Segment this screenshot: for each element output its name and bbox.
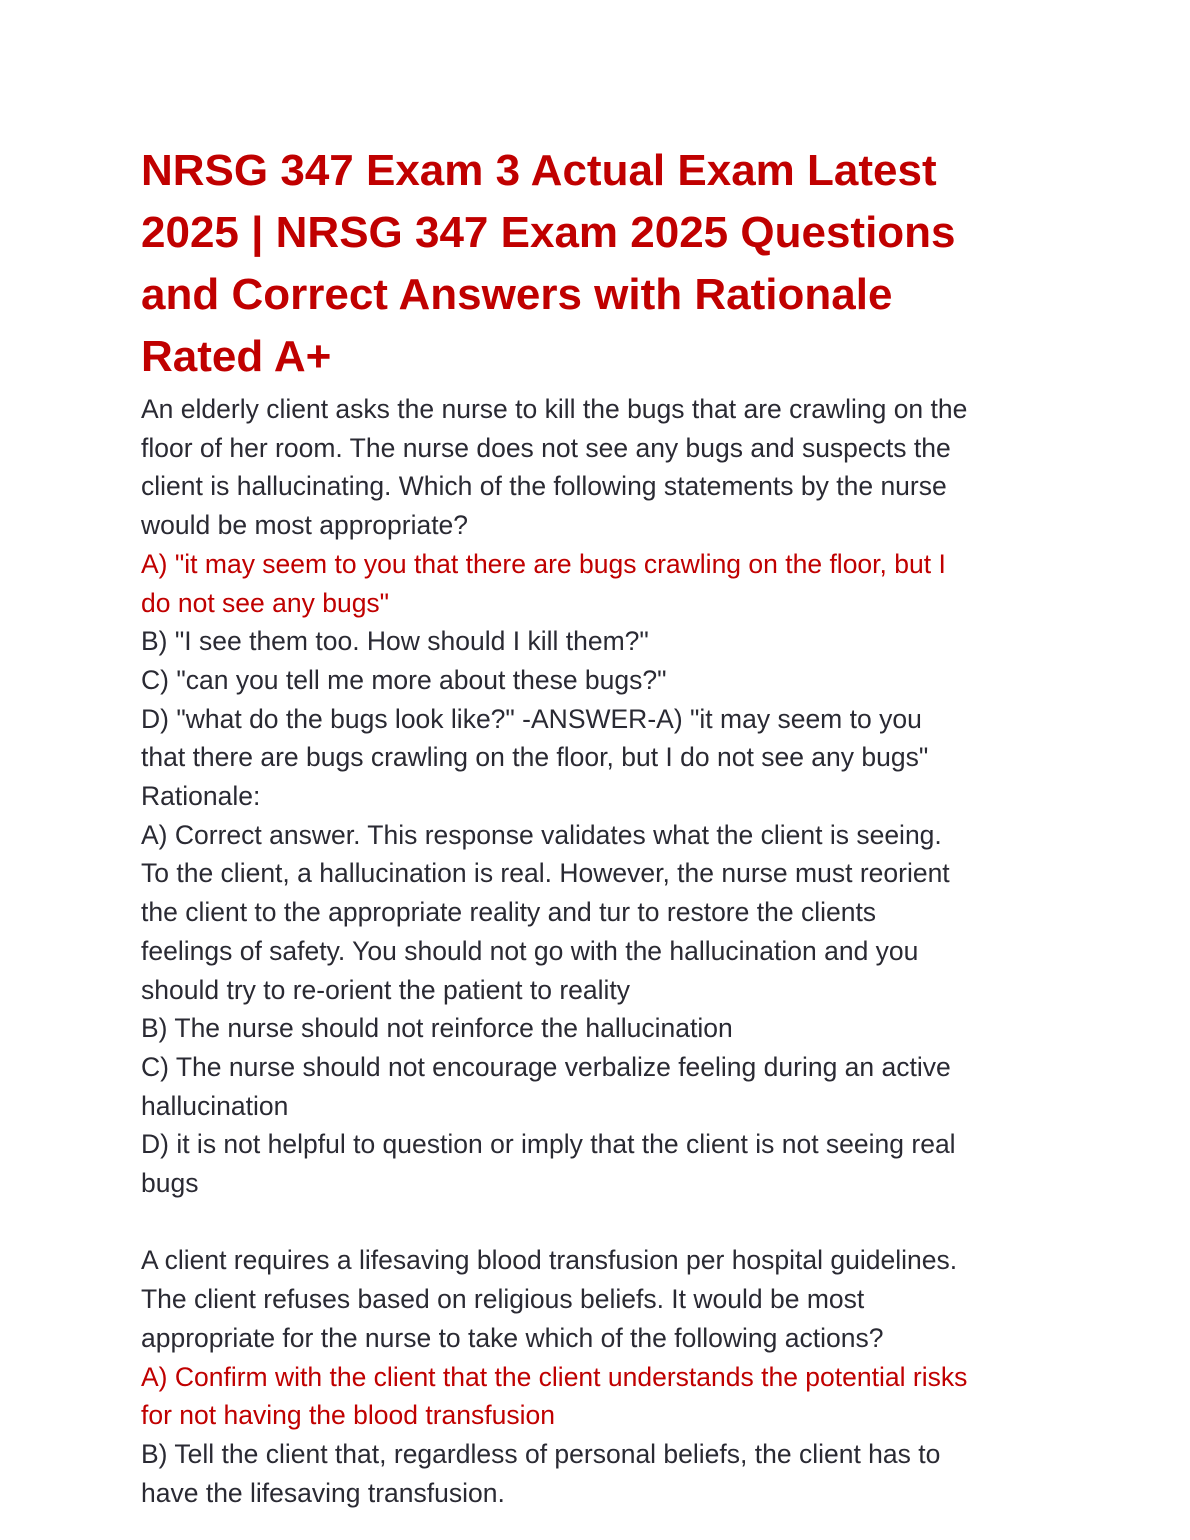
question-spacer — [141, 1203, 1061, 1242]
q1-rationale-d: D) it is not helpful to question or imply that the client is not seeing real bugs — [141, 1129, 956, 1199]
q1-option-c: C) "can you tell me more about these bugs?" — [141, 664, 667, 695]
q1-rationale-label: Rationale: — [141, 781, 261, 812]
q1-rationale-c: C) The nurse should not encourage verbalize feeling during an active hallucination — [141, 1051, 951, 1121]
q1-rationale-a: A) Correct answer. This response validates what the client is seeing. To the client, a hallucination is real. However, the nurse must reorient the client to the appropriate reality and tur to restore the clients feelings of safety. You should not go with the hallucination and you should try to re-orient the patient to reality — [141, 819, 950, 1005]
q2-option-a-correct: A) Confirm with the client that the client understands the potential risks for not having the blood transfusion — [141, 1361, 968, 1431]
q2-stem: A client requires a lifesaving blood transfusion per hospital guidelines. The client refuses based on religious beliefs. It would be most appropriate for the nurse to take which of the following actions? — [141, 1245, 958, 1353]
title-line-3: and Correct Answers with Rationale — [141, 270, 893, 319]
q1-option-b: B) "I see them too. How should I kill them?" — [141, 626, 649, 657]
q1-option-a-correct: A) "it may seem to you that there are bugs crawling on the floor, but I do not see any bugs" — [141, 548, 946, 618]
question-1 — [141, 390, 1061, 1203]
title-line-1: NRSG 347 Exam 3 Actual Exam Latest — [141, 146, 937, 195]
title-line-2: 2025 | NRSG 347 Exam 2025 Questions — [141, 208, 956, 257]
document-title — [141, 140, 1061, 388]
q1-rationale-b: B) The nurse should not reinforce the hallucination — [141, 1013, 733, 1044]
document-page — [141, 140, 1061, 1512]
question-2 — [141, 1241, 1061, 1512]
q1-stem: An elderly client asks the nurse to kill the bugs that are crawling on the floor of her room. The nurse does not see any bugs and suspects the client is hallucinating. Which of the following statements by the nurse would be most appropriate? — [141, 394, 968, 541]
q1-option-d-answer: D) "what do the bugs look like?" -ANSWER-A) "it may seem to you that there are bugs crawling on the floor, but I do not see any bugs" — [141, 703, 929, 773]
q2-option-b: B) Tell the client that, regardless of personal beliefs, the client has to have the lifesaving transfusion. — [141, 1438, 941, 1508]
title-line-4: Rated A+ — [141, 332, 332, 381]
